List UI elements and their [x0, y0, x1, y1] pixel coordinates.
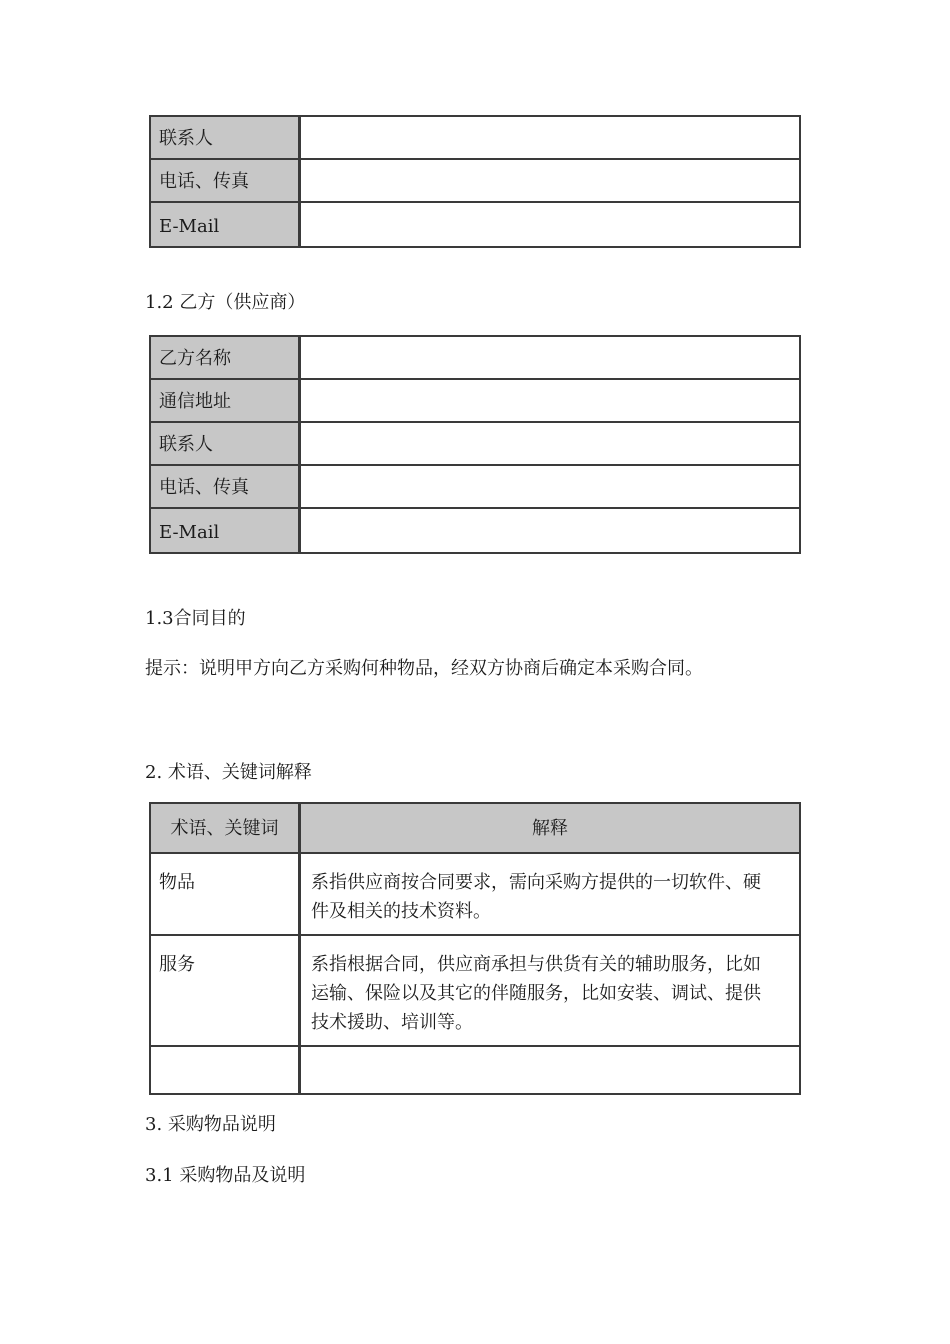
party-a-contact-table	[149, 115, 801, 248]
explanation-line: 系指根据合同，供应商承担与供货有关的辅助服务，比如	[311, 954, 761, 975]
section-heading-1-3: 1.3合同目的	[145, 608, 246, 629]
table-row	[151, 936, 799, 1047]
table-row	[151, 337, 799, 380]
field-label: 联系人	[151, 423, 301, 466]
table-row	[151, 160, 799, 203]
field-label: 通信地址	[151, 380, 301, 423]
table-row	[151, 854, 799, 936]
table-row	[151, 117, 799, 160]
email-field[interactable]	[301, 203, 799, 246]
column-header-explanation: 解释	[301, 804, 799, 854]
terms-table	[149, 802, 801, 1095]
table-row	[151, 380, 799, 423]
term-cell: 物品	[151, 854, 301, 936]
table-row	[151, 466, 799, 509]
email-field[interactable]	[301, 509, 799, 552]
hint-text: 提示：说明甲方向乙方采购何种物品，经双方协商后确定本采购合同。	[145, 658, 703, 679]
field-label: 联系人	[151, 117, 301, 160]
section-heading-3-1: 3.1 采购物品及说明	[145, 1165, 306, 1186]
address-field[interactable]	[301, 380, 799, 423]
term-cell: 服务	[151, 936, 301, 1047]
explanation-line: 技术援助、培训等。	[311, 1012, 473, 1033]
supplier-name-field[interactable]	[301, 337, 799, 380]
field-label: 乙方名称	[151, 337, 301, 380]
field-label: E-Mail	[151, 509, 301, 552]
field-label: 电话、传真	[151, 160, 301, 203]
field-label: 电话、传真	[151, 466, 301, 509]
table-row	[151, 423, 799, 466]
table-row	[151, 203, 799, 246]
explanation-cell	[301, 854, 799, 936]
explanation-line: 运输、保险以及其它的伴随服务，比如安装、调试、提供	[311, 983, 761, 1004]
field-label: E-Mail	[151, 203, 301, 246]
section-heading-1-2: 1.2 乙方（供应商）	[145, 292, 306, 313]
explanation-cell[interactable]	[301, 1047, 799, 1093]
contact-field[interactable]	[301, 117, 799, 160]
column-header-term: 术语、关键词	[151, 804, 301, 854]
party-b-info-table	[149, 335, 801, 554]
table-row	[151, 1047, 799, 1093]
contact-field[interactable]	[301, 423, 799, 466]
explanation-line: 件及相关的技术资料。	[311, 901, 491, 922]
table-row	[151, 509, 799, 552]
term-cell[interactable]	[151, 1047, 301, 1093]
phone-fax-field[interactable]	[301, 160, 799, 203]
explanation-cell	[301, 936, 799, 1047]
table-header-row	[151, 804, 799, 854]
phone-fax-field[interactable]	[301, 466, 799, 509]
section-heading-2: 2. 术语、关键词解释	[145, 762, 312, 783]
explanation-line: 系指供应商按合同要求，需向采购方提供的一切软件、硬	[311, 872, 761, 893]
section-heading-3: 3. 采购物品说明	[145, 1114, 276, 1135]
